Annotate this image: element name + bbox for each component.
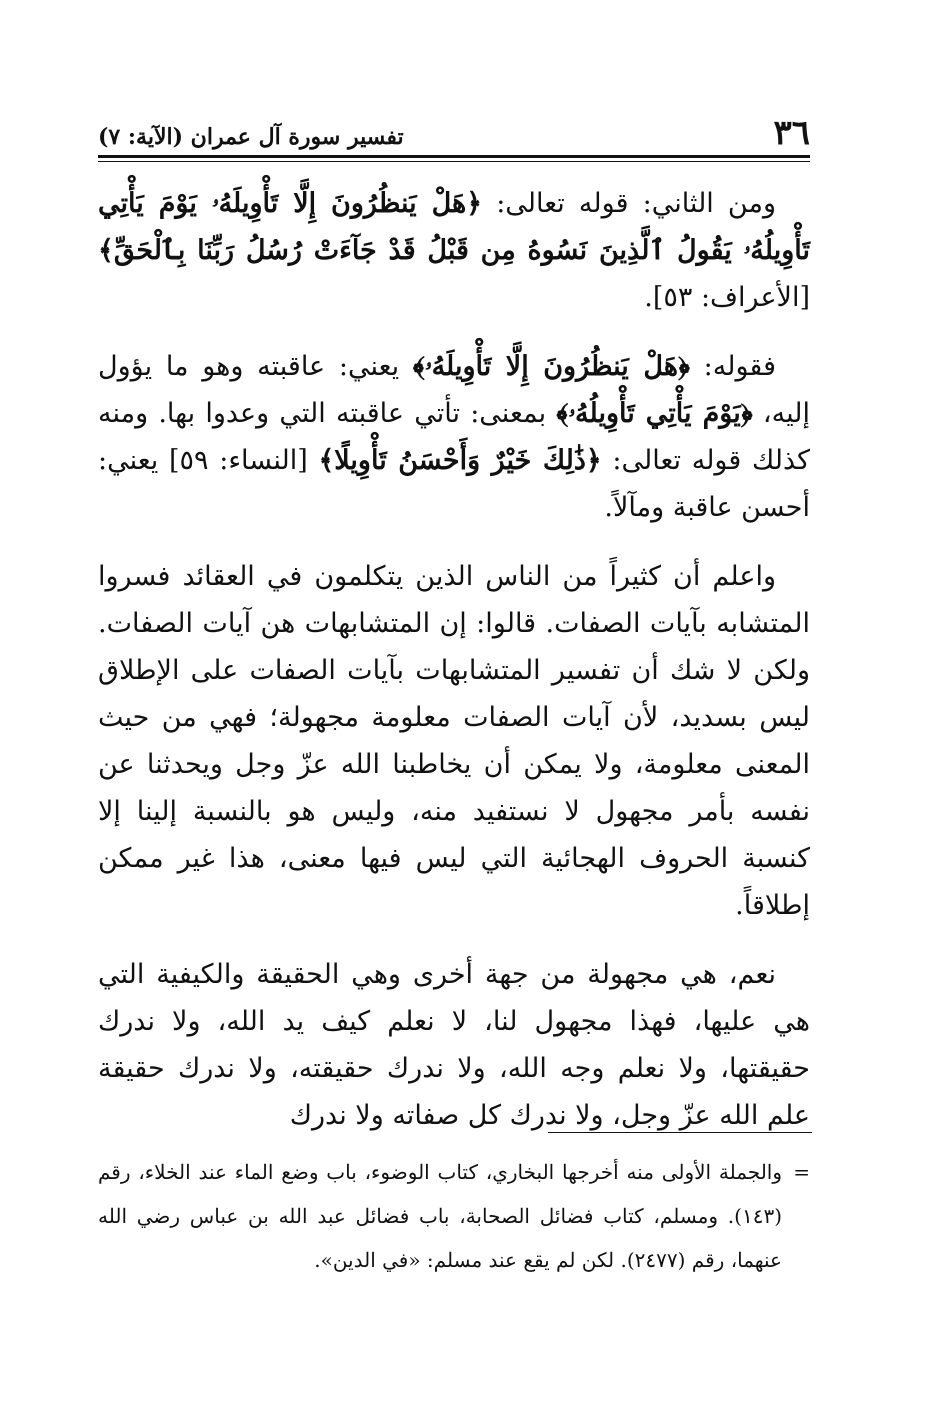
paragraph-1 [98,180,810,321]
header-rule-thin [98,161,810,162]
page-number: ٣٦ [773,113,810,153]
quran-verse-2: ﴿يَوْمَ يَأْتِي تَأْوِيلُهُۥ﴾ [556,398,753,429]
footnote-separator [548,1132,812,1133]
running-title: تفسير سورة آل عمران (الآية: ٧) [98,124,404,150]
quran-verse-1: ﴿هَلْ يَنظُرُونَ إِلَّا تَأْوِيلَهُۥ﴾ [412,351,690,382]
verse-reference: [الأعراف: ٥٣]. [644,282,810,313]
paragraph-2-text-3: بمعنى: تأتي عاقبته التي وعدوا بها. ومنه كذلك قوله تعالى: [98,398,810,476]
footnote [98,1150,810,1282]
paragraph-4: نعم، هي مجهولة من جهة أخرى وهي الحقيقة والكيفية التي هي عليها، فهذا مجهول لنا، لا نعلم كيف يد الله، ولا ندرك حقيقتها، ولا نعلم وجه الله، ولا ندرك حقيقته، ولا ندرك حقيقة علم الله عزّ وجل، ولا ندرك كل صفاته ولا ندرك [98,959,810,1131]
main-text [98,180,810,1161]
paragraph-2-text-1: فقوله: [689,351,776,382]
header-rule [98,155,810,158]
quran-verse-araf: ﴿هَلْ يَنظُرُونَ إِلَّا تَأْوِيلَهُۥ يَوْمَ يَأْتِي تَأْوِيلُهُۥ يَقُولُ ٱلَّذِينَ نَسُوهُ مِن قَبْلُ قَدْ جَآءَتْ رُسُلُ رَبِّنَا بِٱلْحَقِّ﴾ [98,188,810,266]
page-header [98,108,810,152]
paragraph-2-text-4: [النساء: ٥٩] يعني: أحسن عاقبة ومآلاً. [98,445,810,523]
paragraph-2-text-2: يعني: عاقبته وهو ما يؤول إليه، [98,351,810,429]
quran-verse-nisa: ﴿ذَٰلِكَ خَيْرٌ وَأَحْسَنُ تَأْوِيلًا﴾ [318,445,602,476]
paragraph-1-intro: ومن الثاني: قوله تعالى: [482,188,776,219]
footnote-text: والجملة الأولى منه أخرجها البخاري، كتاب الوضوء، باب وضع الماء عند الخلاء، رقم (١٤٣). ومسلم، كتاب فضائل الصحابة، باب فضائل عبد الله بن عباس رضي الله عنهما، رقم (٢٤٧٧). لكن لم يقع عند مسلم: «في الدين». [98,1160,782,1272]
paragraph-2 [98,343,810,531]
footnote-continuation-mark: = [793,1160,810,1184]
paragraph-3: واعلم أن كثيراً من الناس الذين يتكلمون في العقائد فسروا المتشابه بآيات الصفات. قالوا: إن المتشابهات هن آيات الصفات. ولكن لا شك أن تفسير المتشابهات بآيات الصفات على الإطلاق ليس بسديد، لأن آيات الصفات معلومة مجهولة؛ فهي من حيث المعنى معلومة، ولا يمكن أن يخاطبنا الله عزّ وجل ويحدثنا عن نفسه بأمر مجهول لا نستفيد منه، وليس هو بالنسبة إلينا إلا كنسبة الحروف الهجائية التي ليس فيها معنى، هذا غير ممكن إطلاقاً. [98,561,810,921]
